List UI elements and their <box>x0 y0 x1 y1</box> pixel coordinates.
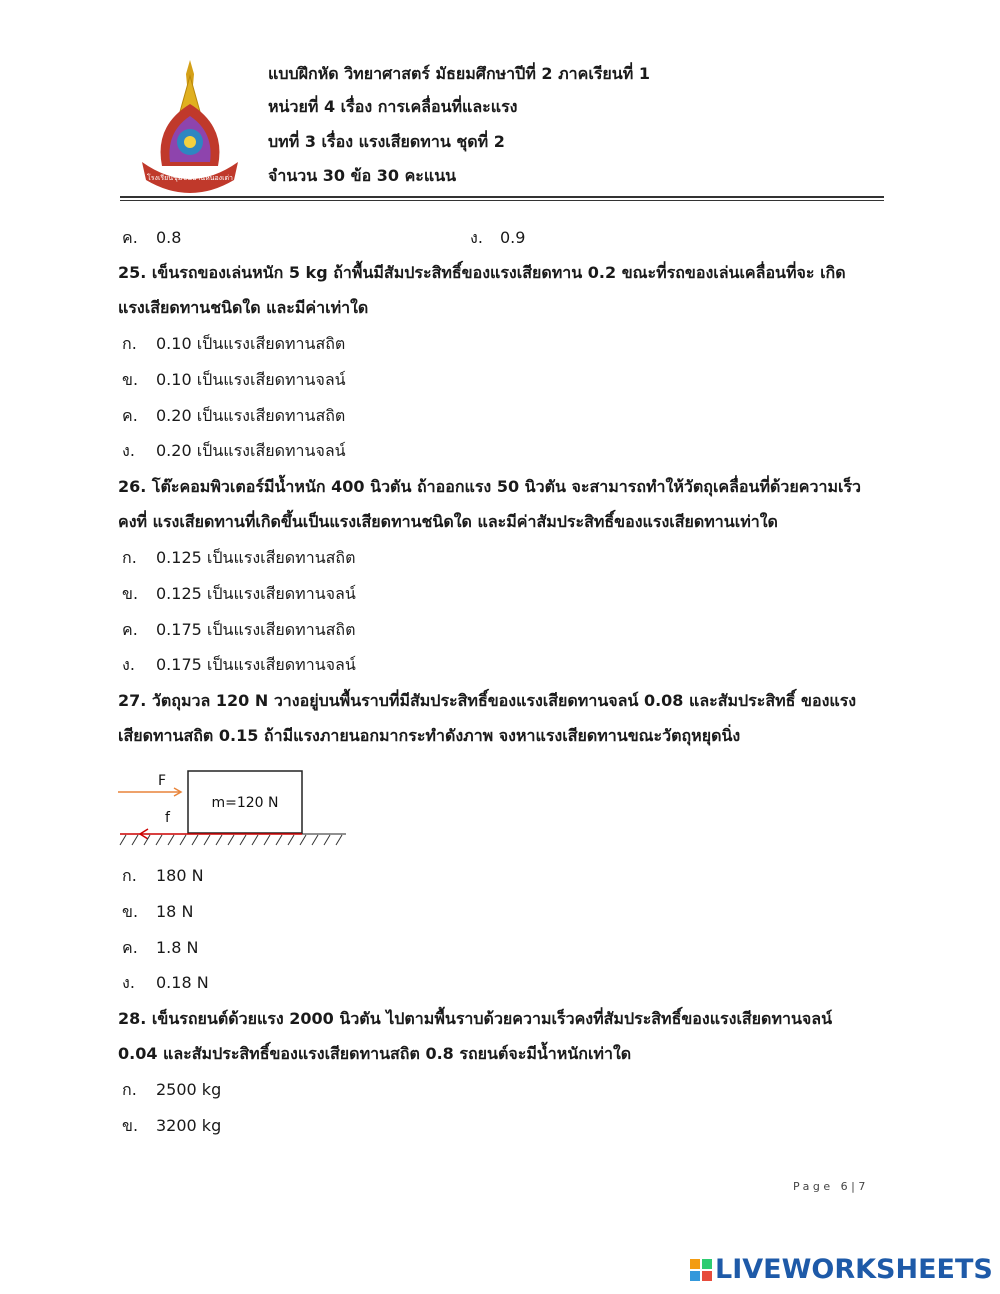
header-line-4: จำนวน 30 ข้อ 30 คะแนน <box>268 166 457 185</box>
option-text: 0.10 เป็นแรงเสียดทานจลน์ <box>156 370 346 389</box>
q26-option-d[interactable] <box>122 655 356 675</box>
option-label: ก. <box>122 334 137 353</box>
option-label: ง. <box>470 228 483 247</box>
q27-option-c[interactable] <box>122 938 199 958</box>
option-label: ง. <box>122 973 135 992</box>
svg-text:โรงเรียนชุมชนบ้านหนองเต่า: โรงเรียนชุมชนบ้านหนองเต่า <box>147 174 233 182</box>
option-label: ก. <box>122 548 137 567</box>
q26-option-c[interactable] <box>122 620 355 640</box>
question-28-line-1: 28. เข็นรถยนต์ด้วยแรง 2000 นิวตัน ไปตามพื้นราบด้วยความเร็วคงที่สัมประสิทธิ์ของแรงเสียดทานจลน์ <box>118 1009 833 1028</box>
question-26-line-2: คงที่ แรงเสียดทานที่เกิดขึ้นเป็นแรงเสียดทานชนิดใด และมีค่าสัมประสิทธิ์ของแรงเสียดทานเท่าใด <box>118 512 778 531</box>
q25-option-d[interactable] <box>122 441 346 461</box>
q25-option-a[interactable] <box>122 334 345 354</box>
option-label: ง. <box>122 441 135 460</box>
q26-option-b[interactable] <box>122 584 356 604</box>
mass-label: m=120 N <box>211 795 279 811</box>
option-label: ข. <box>122 584 139 603</box>
question-26-line-1: 26. โต๊ะคอมพิวเตอร์มีน้ำหนัก 400 นิวตัน ถ้าออกแรง 50 นิวตัน จะสามารถทำให้วัตถุเคลื่อนที่ด้วยความเร็ว <box>118 477 862 496</box>
option-label: ข. <box>122 1116 139 1135</box>
option-text: 0.175 เป็นแรงเสียดทานจลน์ <box>156 655 356 674</box>
question-25-line-2: แรงเสียดทานชนิดใด และมีค่าเท่าใด <box>118 298 369 317</box>
header-divider-thin <box>120 200 884 201</box>
option-prev-d[interactable] <box>470 228 525 248</box>
q26-option-a[interactable] <box>122 548 355 568</box>
option-text: 0.125 เป็นแรงเสียดทานสถิต <box>156 548 356 567</box>
option-text: 180 N <box>156 866 204 885</box>
question-27-line-2: เสียดทานสถิต 0.15 ถ้ามีแรงภายนอกมากระทำดังภาพ จงหาแรงเสียดทานขณะวัตถุหยุดนิ่ง <box>118 726 741 745</box>
q27-option-d[interactable] <box>122 973 209 993</box>
option-label: ก. <box>122 866 137 885</box>
q27-option-a[interactable] <box>122 866 204 886</box>
option-label: ข. <box>122 902 139 921</box>
question-25-line-1: 25. เข็นรถของเล่นหนัก 5 kg ถ้าพื้นมีสัมประสิทธิ์ของแรงเสียดทาน 0.2 ขณะที่รถของเล่นเคลื่อนที่จะ เกิด <box>118 263 846 282</box>
option-prev-c[interactable] <box>122 228 181 248</box>
option-text: 0.8 <box>156 228 182 247</box>
option-text: 0.18 N <box>156 973 209 992</box>
option-text: 0.10 เป็นแรงเสียดทานสถิต <box>156 334 346 353</box>
option-text: 3200 kg <box>156 1116 222 1135</box>
liveworksheets-logo[interactable] <box>690 1254 993 1286</box>
option-text: 0.125 เป็นแรงเสียดทานจลน์ <box>156 584 356 603</box>
option-text: 0.175 เป็นแรงเสียดทานสถิต <box>156 620 356 639</box>
q25-option-b[interactable] <box>122 370 346 390</box>
force-label: F <box>158 773 167 789</box>
header-divider <box>120 196 884 198</box>
question-28-line-2: 0.04 และสัมประสิทธิ์ของแรงเสียดทานสถิต 0.8 รถยนต์จะมีน้ำหนักเท่าใด <box>118 1044 632 1063</box>
option-text: 2500 kg <box>156 1080 222 1099</box>
liveworksheets-icon <box>690 1259 712 1281</box>
page-number: Page 6|7 <box>793 1180 869 1193</box>
q27-option-b[interactable] <box>122 902 193 922</box>
header-line-3: บทที่ 3 เรื่อง แรงเสียดทาน ชุดที่ 2 <box>268 132 505 151</box>
floor-hatching <box>120 835 342 845</box>
school-logo <box>132 56 248 194</box>
option-text: 0.9 <box>500 228 526 247</box>
force-diagram <box>116 764 348 850</box>
option-text: 0.20 เป็นแรงเสียดทานจลน์ <box>156 441 346 460</box>
option-text: 0.20 เป็นแรงเสียดทานสถิต <box>156 406 346 425</box>
option-text: 1.8 N <box>156 938 199 957</box>
option-label: ค. <box>122 938 138 957</box>
option-text: 18 N <box>156 902 194 921</box>
option-label: ข. <box>122 370 139 389</box>
header-line-1: แบบฝึกหัด วิทยาศาสตร์ มัธยมศึกษาปีที่ 2 ภาคเรียนที่ 1 <box>268 64 650 83</box>
question-27-line-1: 27. วัตถุมวล 120 N วางอยู่บนพื้นราบที่มีสัมประสิทธิ์ของแรงเสียดทานจลน์ 0.08 และสัมประสิทธิ์ ของแรง <box>118 691 857 710</box>
q25-option-c[interactable] <box>122 406 345 426</box>
brand-text: LIVEWORKSHEETS <box>715 1254 993 1285</box>
friction-label: f <box>165 810 170 826</box>
option-label: ง. <box>122 655 135 674</box>
q28-option-b[interactable] <box>122 1116 221 1136</box>
option-label: ค. <box>122 406 138 425</box>
option-label: ค. <box>122 228 138 247</box>
option-label: ค. <box>122 620 138 639</box>
q28-option-a[interactable] <box>122 1080 221 1100</box>
header-line-2: หน่วยที่ 4 เรื่อง การเคลื่อนที่และแรง <box>268 97 518 116</box>
option-label: ก. <box>122 1080 137 1099</box>
